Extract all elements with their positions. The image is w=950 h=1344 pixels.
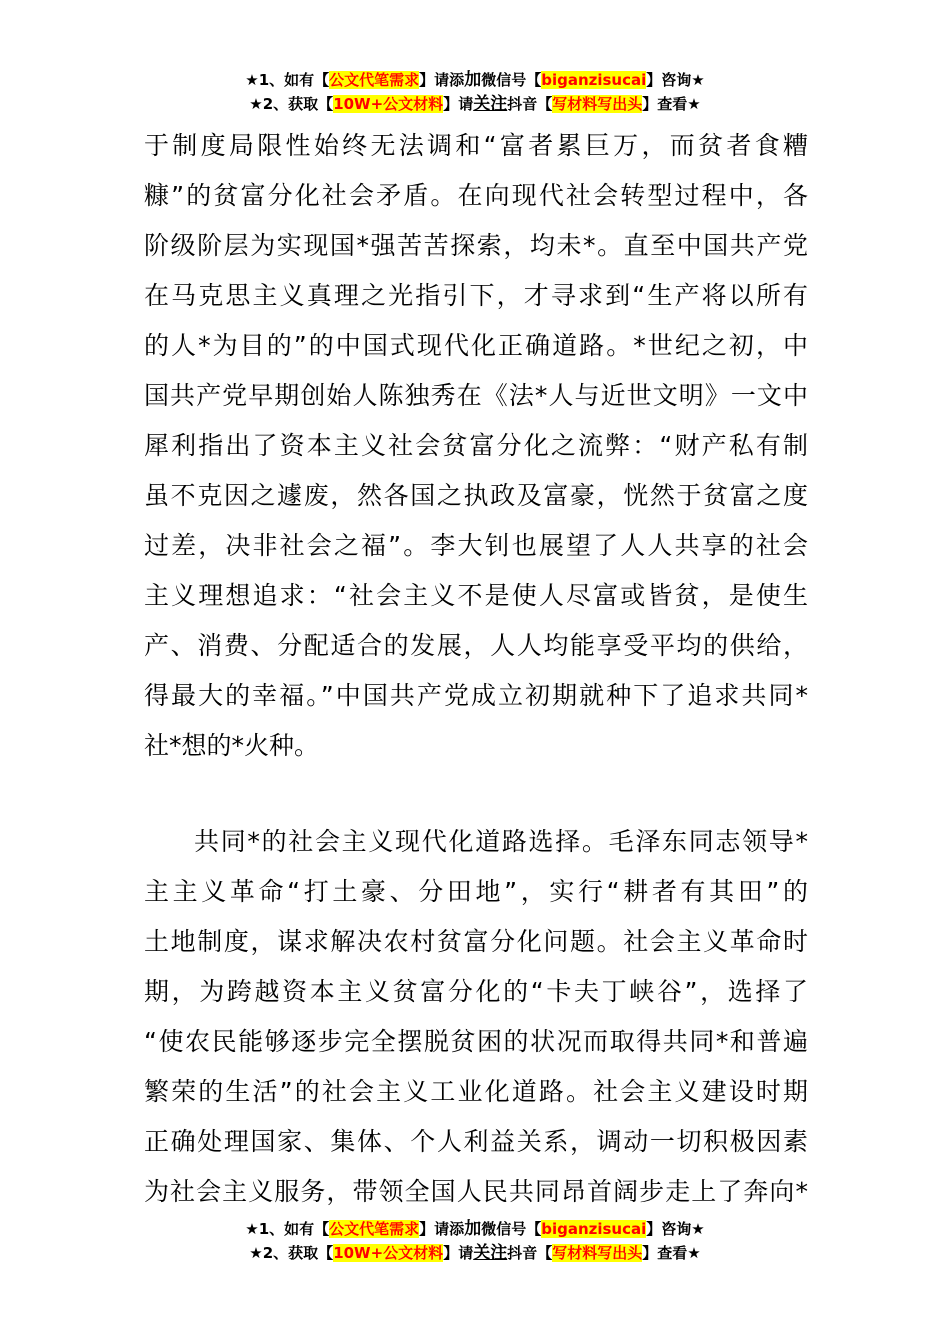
footer-line-1-text: 】请添 — [419, 1220, 465, 1238]
text-line: 阶级阶层为实现国*强苦苦探索，均未*。直至中国共产党 — [144, 231, 808, 260]
footer-line-2-highlight-materials: 10W+公文材料 — [333, 1244, 444, 1262]
footer-line-1 — [0, 1217, 950, 1241]
text-line: 主主义革命“打土豪、分田地”，实行“耕者有其田”的 — [144, 877, 808, 906]
text-line: 糠”的贫富分化社会矛盾。在向现代社会转型过程中，各 — [144, 181, 808, 210]
footer-line-2-highlight-douyin: 写材料写出头 — [552, 1244, 643, 1262]
text-line: 正确处理国家、集体、个人利益关系，调动一切积极因素 — [144, 1127, 808, 1156]
text-line: 期，为跨越资本主义贫富分化的“卡夫丁峡谷”，选择了 — [144, 977, 808, 1006]
header-line-2-suffix: 】查看★ — [642, 95, 701, 113]
text-line: 共同*的社会主义现代化道路选择。毛泽东同志领导* — [194, 827, 808, 856]
footer-line-1-emphasis: 加 — [464, 1219, 482, 1239]
header-line-1-text: 】请添 — [419, 71, 465, 89]
text-line: 产、消费、分配适合的发展，人人均能享受平均的供给， — [144, 631, 808, 660]
footer-line-1-suffix: 】咨询★ — [646, 1220, 705, 1238]
header-line-2-text-2: 抖音【 — [507, 95, 553, 113]
footer-line-2-text: 】请 — [443, 1244, 474, 1262]
text-line: 于制度局限性始终无法调和“富者累巨万，而贫者食糟 — [144, 131, 808, 160]
text-line: 得最大的幸福。”中国共产党成立初期就种下了追求共同* — [144, 681, 808, 710]
text-line: 社*想的*火种。 — [144, 731, 320, 760]
text-line: “使农民能够逐步完全摆脱贫困的状况而取得共同*和普遍 — [144, 1027, 808, 1056]
text-line: 虽不克因之遽废，然各国之执政及富豪，恍然于贫富之度 — [144, 481, 808, 510]
footer-line-2-prefix: ★2、获取【 — [249, 1244, 334, 1262]
header-line-1-text-2: 微信号【 — [481, 71, 542, 89]
footer-line-1-prefix: ★1、如有【 — [245, 1220, 330, 1238]
text-line: 过差，决非社会之福”。李大钊也展望了人人共享的社会 — [144, 531, 808, 560]
header-line-2 — [0, 92, 950, 116]
text-line: 国共产党早期创始人陈独秀在《法*人与近世文明》一文中 — [144, 381, 808, 410]
text-line: 的人*为目的”的中国式现代化正确道路。*世纪之初，中 — [144, 331, 808, 360]
footer-line-2-text-2: 抖音【 — [507, 1244, 553, 1262]
header-line-1-highlight-wechat: biganzisucai — [541, 71, 647, 89]
footer-line-2 — [0, 1241, 950, 1265]
footer-line-2-emphasis: 关注 — [473, 1243, 508, 1263]
text-line: 土地制度，谋求解决农村贫富分化问题。社会主义革命时 — [144, 927, 808, 956]
header-line-2-prefix: ★2、获取【 — [249, 95, 334, 113]
text-line: 犀利指出了资本主义社会贫富分化之流弊：“财产私有制 — [144, 431, 808, 460]
footer-line-1-text-2: 微信号【 — [481, 1220, 542, 1238]
footer-banner — [0, 1217, 950, 1265]
text-line: 在马克思主义真理之光指引下，才寻求到“生产将以所有 — [144, 281, 808, 310]
header-line-1-highlight-service: 公文代笔需求 — [329, 71, 420, 89]
footer-line-1-highlight-wechat: biganzisucai — [541, 1220, 647, 1238]
header-line-2-text: 】请 — [443, 95, 474, 113]
header-line-1 — [0, 68, 950, 92]
header-line-2-emphasis: 关注 — [473, 94, 508, 114]
body-paragraph-2 — [144, 817, 808, 1217]
text-line: 为社会主义服务，带领全国人民共同昂首阔步走上了奔向* — [144, 1177, 808, 1206]
header-line-2-highlight-materials: 10W+公文材料 — [333, 95, 444, 113]
header-line-1-emphasis: 加 — [464, 70, 482, 90]
body-paragraph-1 — [144, 121, 808, 771]
header-line-1-prefix: ★1、如有【 — [245, 71, 330, 89]
text-line: 繁荣的生活”的社会主义工业化道路。社会主义建设时期 — [144, 1077, 808, 1106]
header-line-2-highlight-douyin: 写材料写出头 — [552, 95, 643, 113]
text-line: 主义理想追求：“社会主义不是使人尽富或皆贫，是使生 — [144, 581, 808, 610]
header-line-1-suffix: 】咨询★ — [646, 71, 705, 89]
footer-line-2-suffix: 】查看★ — [642, 1244, 701, 1262]
footer-line-1-highlight-service: 公文代笔需求 — [329, 1220, 420, 1238]
header-banner — [0, 68, 950, 116]
